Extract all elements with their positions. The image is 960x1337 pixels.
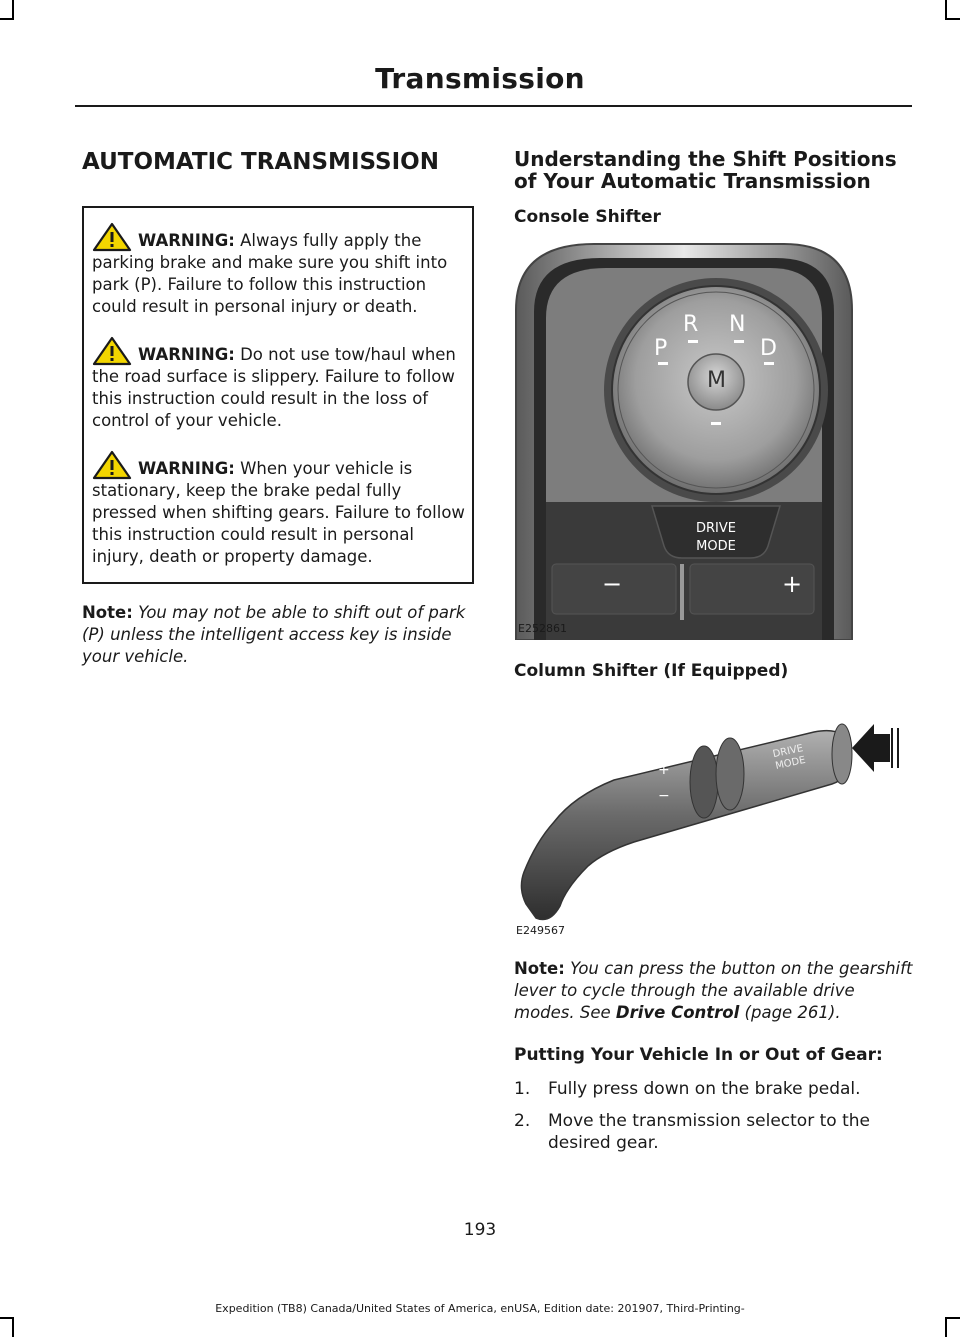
column-shifter-illustration [514, 692, 904, 942]
note-paragraph [514, 958, 914, 1024]
section-heading: AUTOMATIC TRANSMISSION [82, 149, 439, 175]
drive-mode-label: DRIVE MODE [771, 743, 807, 772]
plus-label: + [658, 762, 670, 778]
drive-mode-label: DRIVE MODE [696, 521, 736, 554]
warning-label: WARNING: [138, 231, 235, 250]
page-footer: Expedition (TB8) Canada/United States of America, enUSA, Edition date: 201907, Third-Printing- [215, 1302, 745, 1315]
minus-label: − [658, 788, 670, 804]
note-text: You can press the button on the gearshift lever to cycle through the available drive modes. See [514, 959, 913, 1022]
gear-label-p: P [654, 336, 668, 361]
step-text: Fully press down on the brake pedal. [548, 1079, 861, 1099]
note-label: Note: [514, 959, 565, 978]
crop-mark [945, 18, 960, 20]
list-item [514, 1078, 914, 1100]
crop-mark [12, 1317, 14, 1337]
crop-mark [0, 18, 14, 20]
column-shifter-figure [514, 692, 904, 942]
warning-item [92, 222, 466, 318]
warning-triangle-icon [92, 222, 132, 252]
gear-label-r: R [683, 312, 699, 337]
gear-label-n: N [729, 312, 746, 337]
warning-label: WARNING: [138, 345, 235, 364]
crop-mark [945, 0, 947, 20]
steps-list [514, 1078, 914, 1154]
left-column [82, 148, 474, 668]
warning-item [92, 336, 466, 432]
note-text: You may not be able to shift out of park (P) unless the intelligent access key is inside your vehicle. [82, 603, 466, 666]
warning-triangle-icon [92, 336, 132, 366]
crop-mark [12, 0, 14, 20]
console-shifter-figure [514, 240, 854, 640]
subsection-heading: Console Shifter [514, 207, 661, 227]
list-item [514, 1110, 914, 1154]
crop-mark [945, 1317, 947, 1337]
figure-code: E249567 [516, 924, 565, 937]
note-label: Note: [82, 603, 133, 622]
subsection-heading: Column Shifter (If Equipped) [514, 661, 789, 681]
page-header-title: Transmission [375, 62, 585, 95]
gear-label-m: M [707, 368, 726, 393]
minus-label: − [602, 570, 623, 598]
gear-label-d: D [760, 336, 777, 361]
right-column [514, 148, 914, 1164]
warning-box [82, 206, 474, 584]
header-rule [75, 105, 912, 107]
step-text: Move the transmission selector to the desired gear. [548, 1111, 870, 1153]
step-number: 2. [514, 1111, 531, 1131]
section-heading: Understanding the Shift Positions of Your Automatic Transmission [514, 147, 897, 193]
warning-text: Always fully apply the parking brake and make sure you shift into park (P). Failure to follow this instruction could result in personal injury or death. [92, 231, 448, 316]
note-page-ref: (page 261). [739, 1003, 841, 1022]
warning-text: When your vehicle is stationary, keep the brake pedal fully pressed when shifting gears. Failure to follow this instruction could result in personal injury, death or property damage. [92, 459, 465, 566]
warning-label: WARNING: [138, 459, 235, 478]
drive-control-link[interactable]: Drive Control [615, 1003, 740, 1022]
note-paragraph [82, 602, 474, 668]
console-shifter-illustration [514, 240, 854, 640]
figure-code: E252861 [518, 622, 567, 635]
page-number: 193 [463, 1220, 497, 1240]
warning-triangle-icon [92, 450, 132, 480]
crop-mark [0, 1317, 14, 1319]
warning-text: Do not use tow/haul when the road surface is slippery. Failure to follow this instruction could result in the loss of control of your vehicle. [92, 345, 456, 430]
warning-item [92, 450, 466, 568]
plus-label: + [782, 570, 803, 598]
crop-mark [945, 1317, 960, 1319]
step-number: 1. [514, 1079, 531, 1099]
subsection-heading: Putting Your Vehicle In or Out of Gear: [514, 1045, 883, 1065]
